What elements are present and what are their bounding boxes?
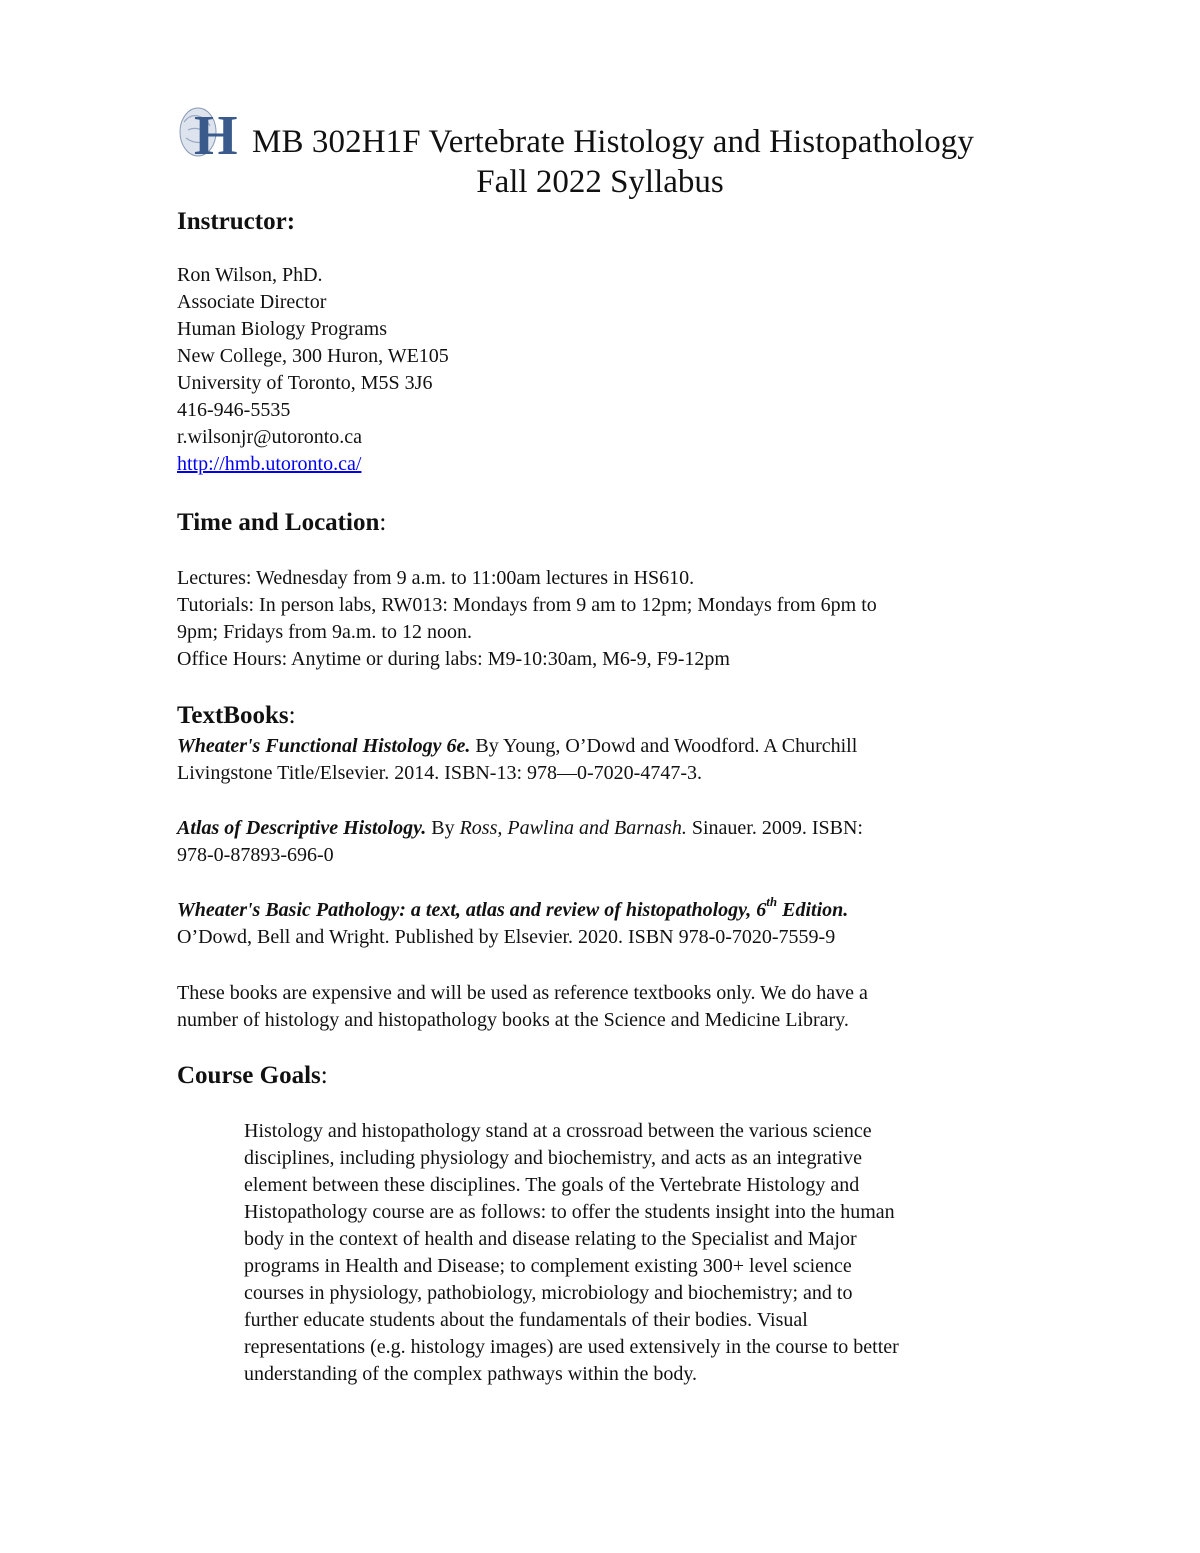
book2-by: By <box>426 817 460 839</box>
book2-authors: Ross, Pawlina and Barnash. <box>459 817 687 839</box>
term-title: Fall 2022 Syllabus <box>476 164 724 200</box>
book3-title-text: Wheater's Basic Pathology: a text, atlas and review of histopathology, 6 <box>177 899 767 921</box>
logo-letter: H <box>194 105 238 160</box>
instructor-email: r.wilsonjr@utoronto.ca <box>177 426 363 448</box>
tutorials-line: Tutorials: In person labs, RW013: Mondays from 9 am to 12pm; Mondays from 6pm to <box>177 594 877 616</box>
program-website-link[interactable]: http://hmb.utoronto.ca/ <box>177 453 362 475</box>
goals-line: body in the context of health and disease relating to the Specialist and Major <box>244 1228 857 1250</box>
book1-title: Wheater's Functional Histology 6e. <box>177 735 471 757</box>
instructor-office: New College, 300 Huron, WE105 <box>177 345 449 367</box>
book3-superscript: th <box>766 894 778 910</box>
instructor-program: Human Biology Programs <box>177 318 387 340</box>
goals-line: further educate students about the fundamentals of their bodies. Visual <box>244 1309 808 1331</box>
textbooks-heading-text: TextBooks <box>177 702 289 729</box>
heading-colon: : <box>320 1062 328 1089</box>
book1-line1 <box>177 733 857 759</box>
book2-title: Atlas of Descriptive Histology. <box>177 817 427 839</box>
book2-details: Sinauer. 2009. ISBN: <box>686 817 863 839</box>
goals-line: Histopathology course are as follows: to offer the students insight into the human <box>244 1201 895 1223</box>
instructor-title: Associate Director <box>177 291 327 313</box>
book2-line2: 978-0-87893-696-0 <box>177 844 334 866</box>
goals-line: understanding of the complex pathways within the body. <box>244 1363 698 1385</box>
textbooks-heading <box>177 702 296 730</box>
goals-line: programs in Health and Disease; to complement existing 300+ level science <box>244 1255 852 1277</box>
instructor-phone: 416-946-5535 <box>177 399 291 421</box>
instructor-university: University of Toronto, M5S 3J6 <box>177 372 433 394</box>
goals-line: Histology and histopathology stand at a crossroad between the various science <box>244 1120 872 1142</box>
heading-colon: : <box>379 509 387 536</box>
course-goals-paragraph <box>244 1118 1034 1388</box>
goals-line: courses in physiology, pathobiology, microbiology and biochemistry; and to <box>244 1282 853 1304</box>
book3-title <box>177 894 849 921</box>
tutorials-line-cont: 9pm; Fridays from 9a.m. to 12 noon. <box>177 621 472 643</box>
book3-line2: O’Dowd, Bell and Wright. Published by Elsevier. 2020. ISBN 978-0-7020-7559-9 <box>177 926 836 948</box>
book3-line1 <box>177 894 849 923</box>
book3-title-end: Edition. <box>777 899 849 921</box>
book2-line1 <box>177 815 863 841</box>
book1-details: By Young, O’Dowd and Woodford. A Churchill <box>470 735 858 757</box>
hmb-logo <box>176 104 254 160</box>
time-location-heading-text: Time and Location <box>177 509 380 536</box>
goals-line: representations (e.g. histology images) are used extensively in the course to better <box>244 1336 899 1358</box>
book1-line2: Livingstone Title/Elsevier. 2014. ISBN-13: 978—0-7020-4747-3. <box>177 762 702 784</box>
instructor-heading: Instructor: <box>177 208 296 235</box>
goals-line: element between these disciplines. The goals of the Vertebrate Histology and <box>244 1174 860 1196</box>
time-location-heading <box>177 509 386 537</box>
goals-line: disciplines, including physiology and biochemistry, and acts as an integrative <box>244 1147 863 1169</box>
textbooks-note-line1: These books are expensive and will be used as reference textbooks only. We do have a <box>177 982 868 1004</box>
course-goals-heading-text: Course Goals <box>177 1062 321 1089</box>
course-goals-heading <box>177 1062 328 1090</box>
course-title: MB 302H1F Vertebrate Histology and Histopathology <box>252 124 974 160</box>
instructor-name: Ron Wilson, PhD. <box>177 264 323 286</box>
heading-colon: : <box>288 702 296 729</box>
office-hours-line: Office Hours: Anytime or during labs: M9-10:30am, M6-9, F9-12pm <box>177 648 730 670</box>
textbooks-note-line2: number of histology and histopathology books at the Science and Medicine Library. <box>177 1009 849 1031</box>
lectures-line: Lectures: Wednesday from 9 a.m. to 11:00am lectures in HS610. <box>177 567 695 589</box>
title-block <box>176 104 1026 160</box>
